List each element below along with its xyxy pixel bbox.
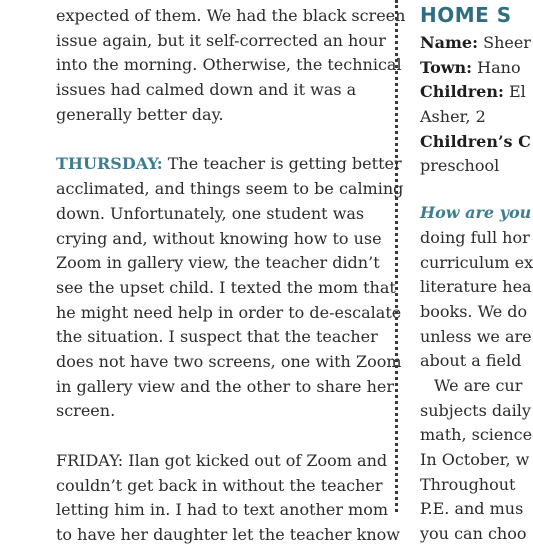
town-value: Hano xyxy=(472,57,521,77)
name-value: Sheer xyxy=(478,33,531,52)
childrens-value: preschool xyxy=(420,156,500,176)
text-line: generally better day. xyxy=(56,104,224,124)
answer-line: literature hea xyxy=(420,277,532,297)
children-line-2: Asher, 2 xyxy=(420,107,486,127)
answer-line: curriculum ex xyxy=(420,252,533,272)
answer-line: doing full hor xyxy=(420,227,530,247)
text-line: screen. xyxy=(56,401,116,421)
column-divider xyxy=(395,0,398,512)
text-line: to have her daughter let the teacher know xyxy=(56,525,400,545)
children-value: El xyxy=(503,82,526,102)
answer-line: books. We do xyxy=(420,301,528,321)
answer-line: We are cur xyxy=(434,375,523,395)
name-line xyxy=(420,31,531,56)
text-line: into the morning. Otherwise, the technical xyxy=(56,55,402,75)
text-line: down. Unfortunately, one student was xyxy=(56,203,365,223)
childrens-label: Children’s C xyxy=(420,131,531,151)
profile-sidebar xyxy=(420,31,533,547)
day-label-thursday: THURSDAY: xyxy=(56,154,163,174)
text-line: he might need help in order to de-escalate xyxy=(56,302,402,322)
text-line: the situation. I suspect that the teacher xyxy=(56,327,378,347)
answer-line: Throughout xyxy=(420,474,516,494)
name-label: Name: xyxy=(420,33,479,52)
text-line: in gallery view and the other to share her xyxy=(56,376,395,396)
answer-line: In October, w xyxy=(420,450,530,469)
text-line: letting him in. I had to text another mom xyxy=(56,500,389,520)
childrens-label-line xyxy=(420,130,531,155)
text-line: does not have two screens, one with Zoom xyxy=(56,351,402,371)
interview-question: How are you xyxy=(420,203,532,223)
text-line: issue again, but it self-corrected an hour xyxy=(56,30,386,50)
answer-line: unless we are xyxy=(420,326,532,346)
town-label: Town: xyxy=(420,57,473,77)
text-line: acclimated, and things seem to be calming xyxy=(56,179,404,199)
friday-paragraph xyxy=(56,449,400,548)
answer-line: P.E. and mus xyxy=(420,499,524,519)
wednesday-paragraph xyxy=(56,4,406,127)
answer-line: subjects daily xyxy=(420,400,531,420)
text-line: couldn’t get back in without the teacher xyxy=(56,475,383,495)
answer-line: math, science xyxy=(420,425,533,445)
text-line: crying and, without knowing how to use xyxy=(56,228,382,248)
sidebar-title: HOME S xyxy=(420,3,512,27)
text-line: expected of them. We had the black screen xyxy=(56,6,406,25)
answer-line: you can choo xyxy=(420,524,527,544)
thursday-paragraph xyxy=(56,152,404,424)
children-line xyxy=(420,80,526,105)
text-line: FRIDAY: Ilan got kicked out of Zoom and xyxy=(56,451,388,470)
text-line: Zoom in gallery view, the teacher didn’t xyxy=(56,253,380,273)
text-line xyxy=(56,152,402,177)
text-line: issues had calmed down and it was a xyxy=(56,80,357,100)
town-line xyxy=(420,56,521,81)
children-label: Children: xyxy=(420,82,504,102)
text-line: see the upset child. I texted the mom that xyxy=(56,277,396,297)
answer-line: about a field xyxy=(420,351,522,371)
text-fragment: The teacher is getting better xyxy=(162,154,402,174)
diary-column xyxy=(56,0,406,548)
